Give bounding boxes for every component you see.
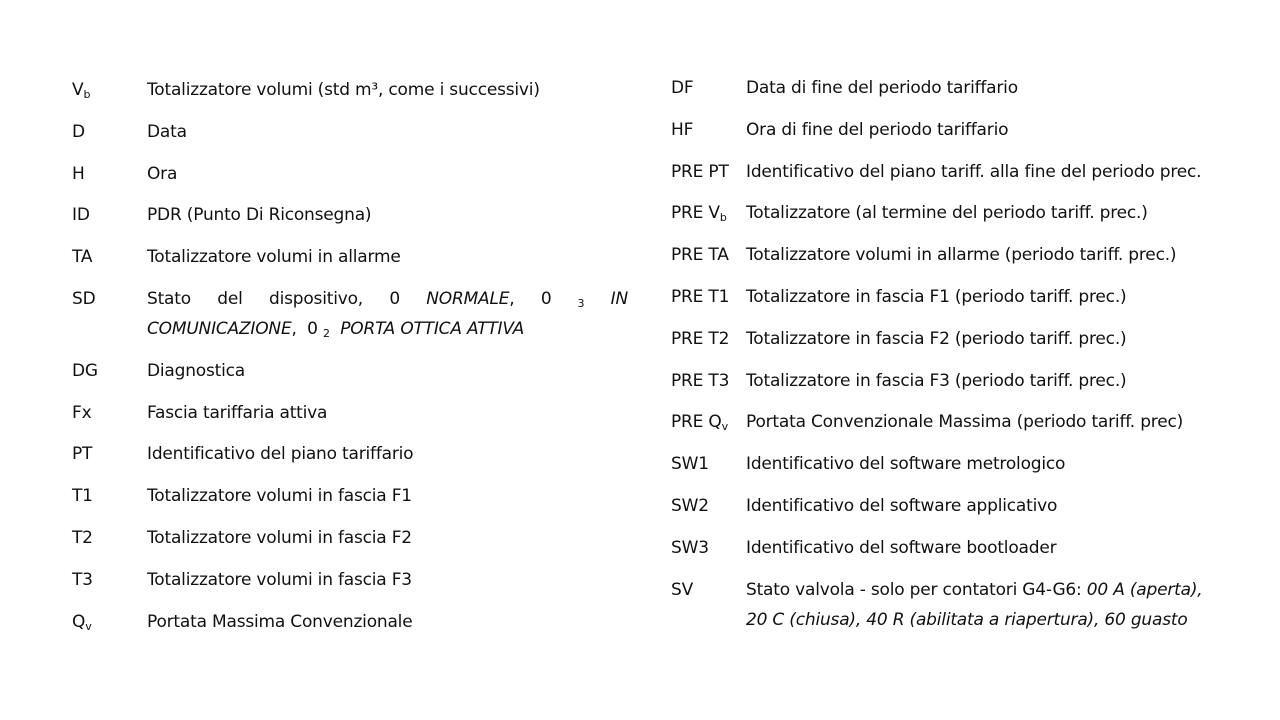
desc-dg: Diagnostica <box>147 360 246 381</box>
abbr-d: D <box>72 121 85 142</box>
desc-t2: Totalizzatore volumi in fascia F2 <box>147 527 412 548</box>
desc-h: Ora <box>147 163 178 184</box>
legend-row-pt <box>72 439 628 469</box>
desc-sd <box>147 284 628 344</box>
legend-row-fx <box>72 398 628 428</box>
desc-sv-line2: 20 C (chiusa), 40 R (abilitata a riapertura), 60 guasto <box>746 609 1188 630</box>
desc-sd-line1 <box>147 284 628 314</box>
desc-sv-line1: Stato valvola - solo per contatori G4-G6: 00 A (aperta), <box>746 579 1203 600</box>
legend-row-qv <box>72 607 628 637</box>
legend-right-column <box>671 73 1231 646</box>
legend-row-vb <box>72 75 628 105</box>
desc-d: Data <box>147 121 187 142</box>
abbr-id: ID <box>72 205 90 226</box>
desc-pre-qv: Portata Convenzionale Massima (periodo tariff. prec) <box>746 412 1184 433</box>
abbr-pre-t2: PRE T2 <box>671 328 730 349</box>
desc-sw2: Identificativo del software applicativo <box>746 495 1058 516</box>
desc-df: Data di fine del periodo tariffario <box>746 78 1018 98</box>
legend-row-ta <box>72 242 628 272</box>
legend-row-id <box>72 200 628 230</box>
sd-word: 0 <box>389 288 400 309</box>
abbr-hf: HF <box>671 119 694 140</box>
legend-row-d <box>72 117 628 147</box>
abbr-ta: TA <box>72 247 93 268</box>
abbr-t3: T3 <box>72 569 93 590</box>
abbr-pre-ta: PRE TA <box>671 245 729 266</box>
abbr-dg: DG <box>72 360 98 381</box>
legend-row-pre-t1 <box>671 282 1231 312</box>
desc-sw1: Identificativo del software metrologico <box>746 454 1066 475</box>
abbr-pre-vb: PRE $V_b$ <box>671 203 727 225</box>
abbr-vb: $V_b$ <box>72 80 91 101</box>
desc-pre-t3: Totalizzatore in fascia F3 (periodo tariff. prec.) <box>746 370 1127 391</box>
desc-pt: Identificativo del piano tariffario <box>147 444 414 465</box>
abbr-pt: PT <box>72 444 93 465</box>
legend-row-h <box>72 159 628 189</box>
legend-row-pre-vb <box>671 198 1231 228</box>
abbr-sv: SV <box>671 579 694 600</box>
abbr-h: H <box>72 163 85 184</box>
abbr-pre-t3: PRE T3 <box>671 370 730 391</box>
legend-row-pre-pt <box>671 157 1231 187</box>
desc-hf: Ora di fine del periodo tariffario <box>746 119 1009 140</box>
legend-row-sw2 <box>671 491 1231 521</box>
abbr-pre-t1: PRE T1 <box>671 286 730 307</box>
desc-sw3: Identificativo del software bootloader <box>746 537 1057 558</box>
sd-word: IN <box>610 288 628 309</box>
desc-qv: Portata Massima Convenzionale <box>147 611 413 632</box>
sd-word: dispositivo, <box>268 288 363 309</box>
abbr-df: DF <box>671 78 694 98</box>
legend-row-df <box>671 73 1231 103</box>
legend-left-column <box>72 75 628 648</box>
desc-pre-t1: Totalizzatore in fascia F1 (periodo tariff. prec.) <box>746 286 1127 307</box>
sd-word: Stato <box>147 288 191 309</box>
legend-row-pre-t2 <box>671 324 1231 354</box>
legend-row-t3 <box>72 565 628 595</box>
legend-row-sw1 <box>671 449 1231 479</box>
legend-row-pre-qv <box>671 407 1231 437</box>
legend-row-t1 <box>72 481 628 511</box>
desc-t1: Totalizzatore volumi in fascia F1 <box>147 486 412 507</box>
desc-fx: Fascia tariffaria attiva <box>147 402 328 423</box>
sd-word: del <box>217 288 243 309</box>
desc-t3: Totalizzatore volumi in fascia F3 <box>147 569 412 590</box>
desc-pre-pt: Identificativo del piano tariff. alla fine del periodo prec. <box>746 161 1202 182</box>
desc-pre-ta: Totalizzatore volumi in allarme (periodo tariff. prec.) <box>746 245 1177 266</box>
desc-vb: Totalizzatore volumi (std m³, come i successivi) <box>147 80 540 100</box>
abbr-pre-qv: PRE $Q_v$ <box>671 412 728 434</box>
legend-row-dg <box>72 356 628 386</box>
legend-row-pre-ta <box>671 240 1231 270</box>
legend-row-sw3 <box>671 533 1231 563</box>
legend-row-t2 <box>72 523 628 553</box>
desc-ta: Totalizzatore volumi in allarme <box>147 247 401 268</box>
desc-sd-line2: COMUNICAZIONE, 0 $_2$ PORTA OTTICA ATTIVA <box>147 318 525 340</box>
abbr-sw2: SW2 <box>671 495 709 516</box>
sd-word-normale: NORMALE, <box>426 288 515 309</box>
abbr-t2: T2 <box>72 527 93 548</box>
legend-row-hf <box>671 115 1231 145</box>
desc-sv <box>746 575 1231 635</box>
abbr-pre-pt: PRE PT <box>671 161 729 182</box>
abbr-qv: $Q_v$ <box>72 611 92 633</box>
legend-row-sd <box>72 284 628 344</box>
legend-row-pre-t3 <box>671 366 1231 396</box>
abbr-sw1: SW1 <box>671 454 709 475</box>
sd-word-code3: 0 $_3$ <box>540 288 585 310</box>
legend-row-sv <box>671 575 1231 635</box>
abbr-fx: Fx <box>72 402 92 423</box>
abbr-t1: T1 <box>72 486 93 507</box>
abbr-sd: SD <box>72 288 96 309</box>
desc-pre-t2: Totalizzatore in fascia F2 (periodo tariff. prec.) <box>746 328 1127 349</box>
abbr-sw3: SW3 <box>671 537 709 558</box>
desc-pre-vb: Totalizzatore (al termine del periodo tariff. prec.) <box>746 203 1148 224</box>
desc-id: PDR (Punto Di Riconsegna) <box>147 205 372 226</box>
